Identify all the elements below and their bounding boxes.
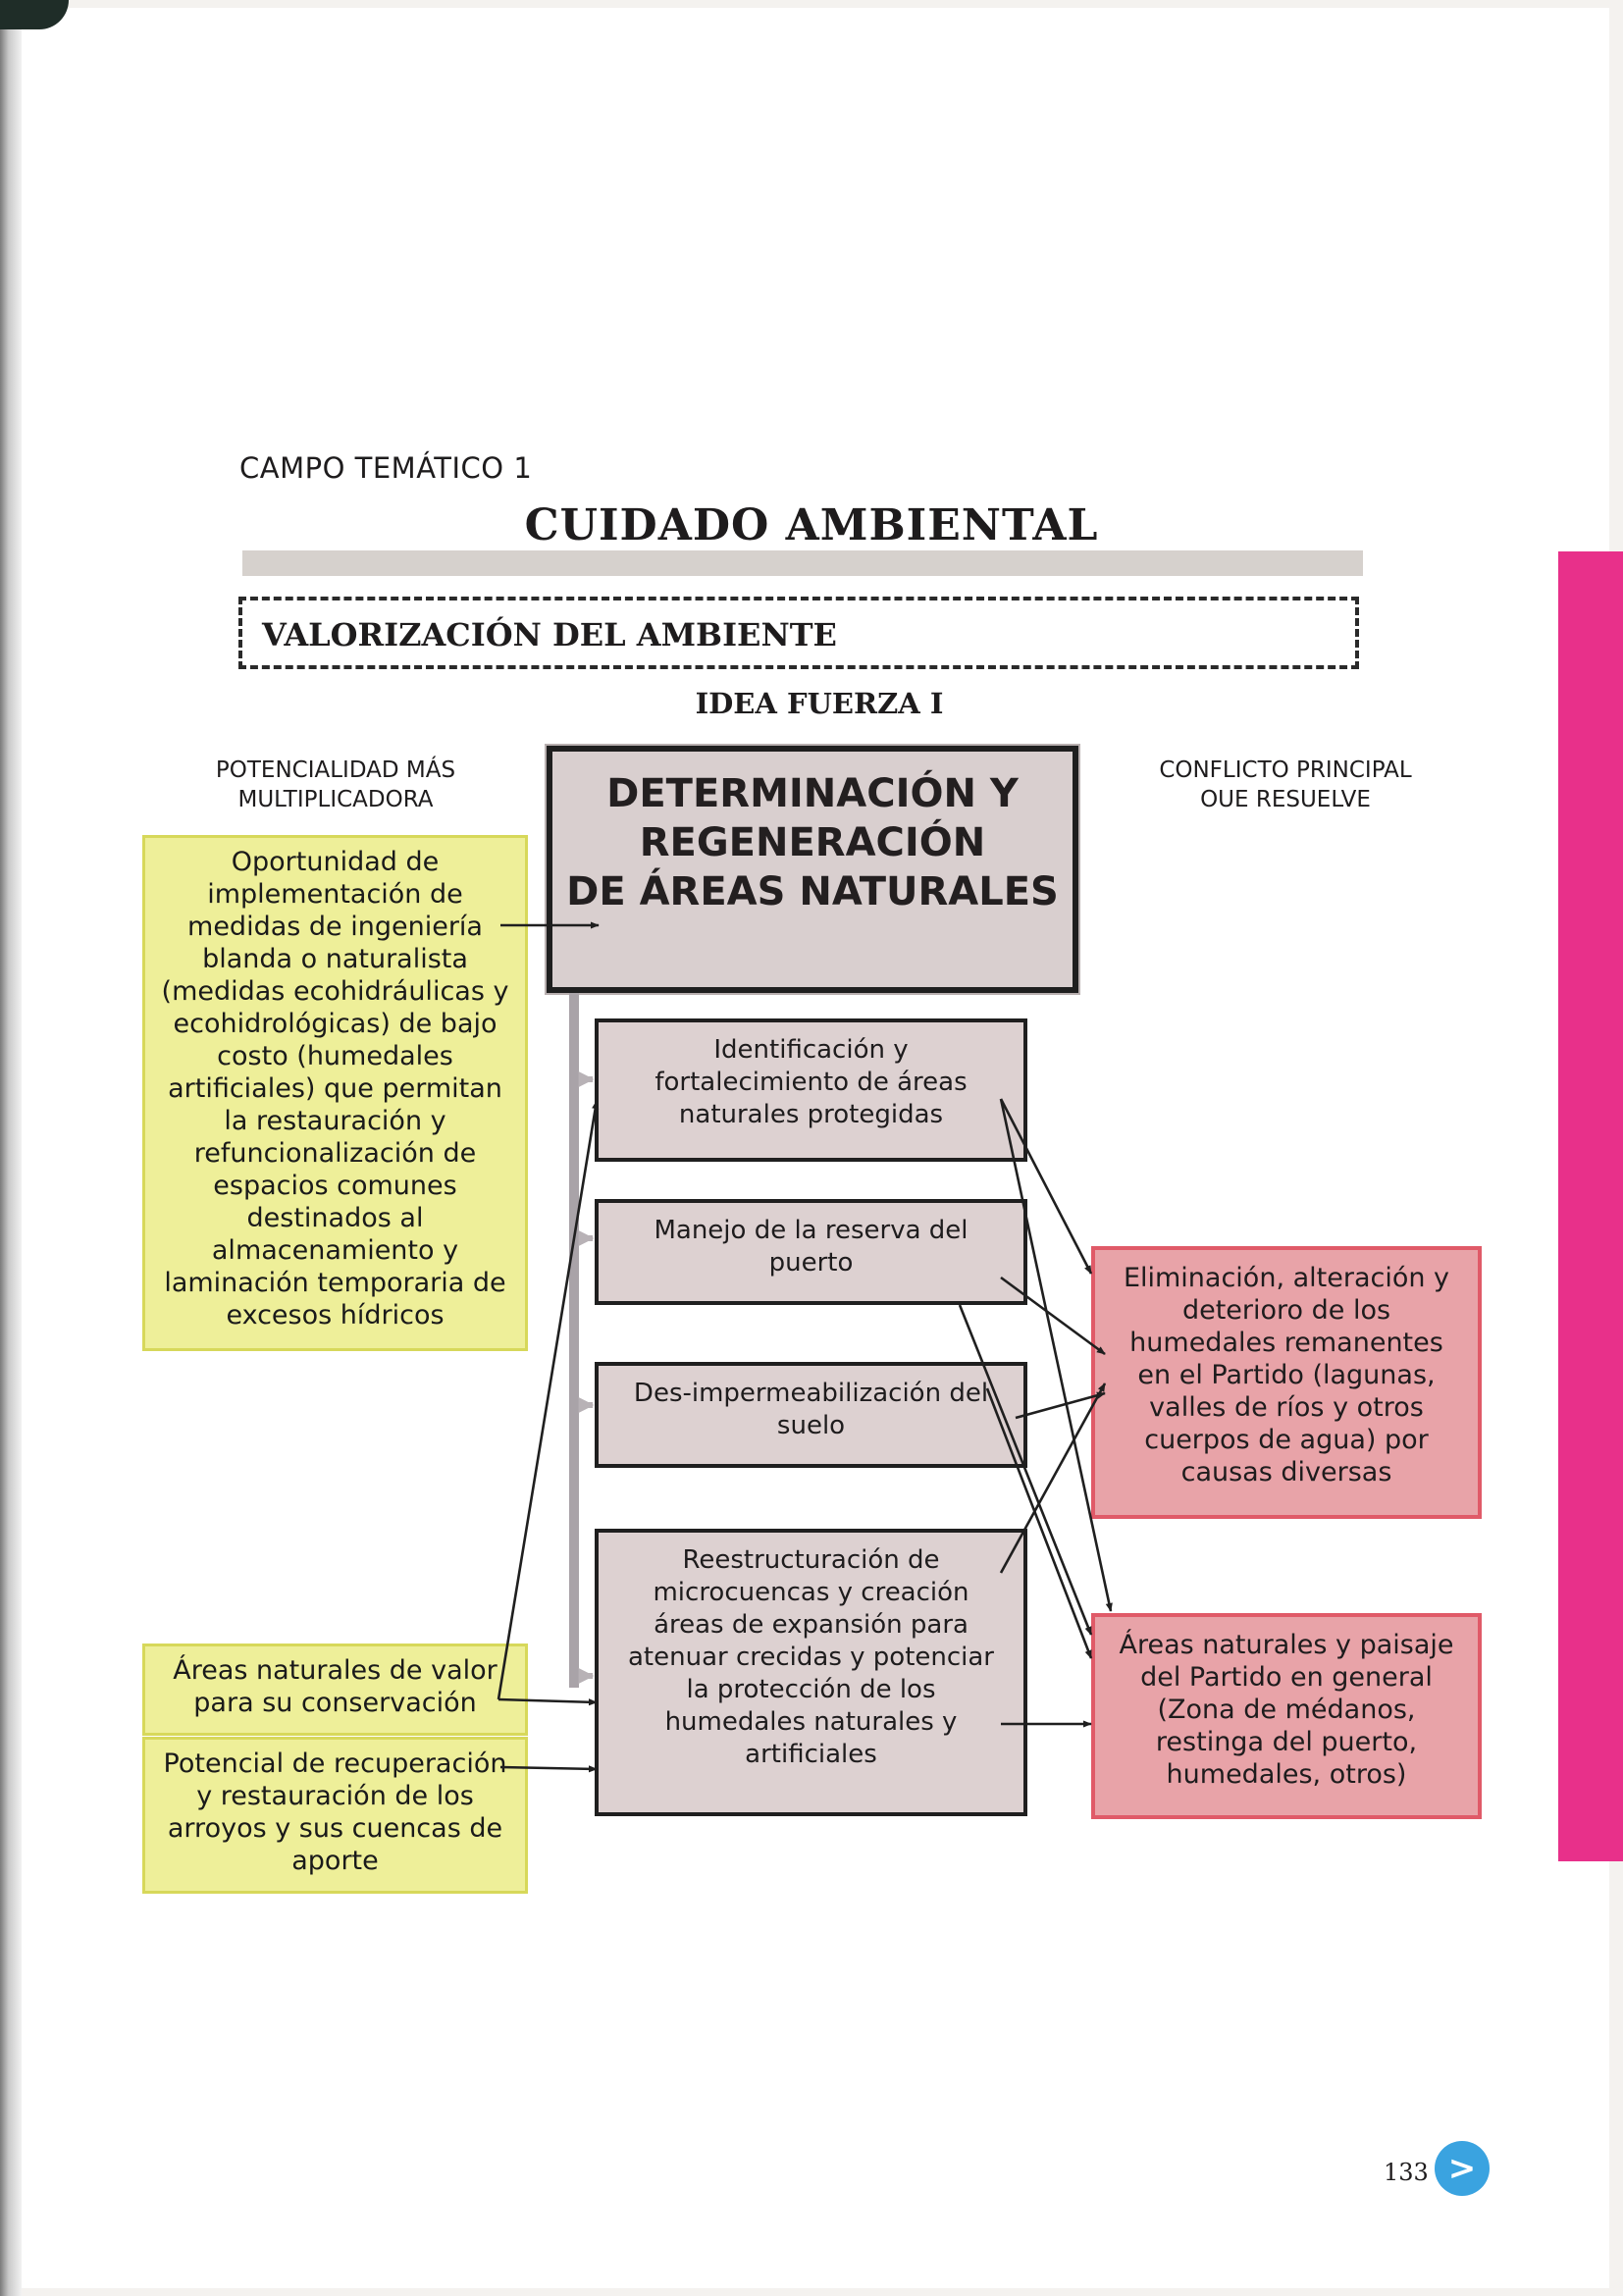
- chevron-right-icon: >: [1447, 2149, 1477, 2188]
- potential-line: artificiales) que permitan: [168, 1073, 502, 1104]
- section-heading: VALORIZACIÓN DEL AMBIENTE: [262, 616, 837, 653]
- potential-line: blanda o naturalista: [202, 944, 468, 974]
- potential-line: Áreas naturales de valor: [173, 1655, 497, 1686]
- action-line: humedales naturales y: [664, 1707, 958, 1737]
- left-column-label-line: MULTIPLICADORA: [237, 787, 434, 812]
- right-column-label-line: OUE RESUELVE: [1200, 787, 1371, 812]
- action-line: Des-impermeabilización del: [633, 1379, 989, 1408]
- action-line: atenuar crecidas y potenciar: [627, 1643, 994, 1672]
- potential-line: aporte: [291, 1846, 379, 1876]
- central-idea-line: DETERMINACIÓN Y: [606, 771, 1019, 816]
- arrow: [1001, 1099, 1111, 1611]
- potential-line: (medidas ecohidráulicas y: [161, 976, 509, 1007]
- left-column-label-line: POTENCIALIDAD MÁS: [215, 757, 456, 783]
- right-column-label-line: CONFLICTO PRINCIPAL: [1159, 757, 1412, 783]
- action-line: suelo: [776, 1411, 846, 1440]
- potential-line: laminación temporaria de: [164, 1268, 506, 1298]
- conflict-line: causas diversas: [1180, 1457, 1392, 1487]
- arrow: [500, 1767, 597, 1769]
- potential-line: costo (humedales: [217, 1041, 453, 1071]
- conflict-line: del Partido en general: [1140, 1662, 1433, 1693]
- conflict-line: (Zona de médanos,: [1157, 1695, 1416, 1725]
- potential-line: la restauración y: [224, 1106, 446, 1136]
- potential-line: medidas de ingeniería: [187, 912, 483, 942]
- arrow: [498, 1699, 597, 1702]
- conflict-line: valles de ríos y otros: [1149, 1392, 1424, 1423]
- arrow: [1001, 1383, 1105, 1573]
- arrow: [960, 1305, 1091, 1635]
- conflict-line: en el Partido (lagunas,: [1137, 1360, 1436, 1390]
- potential-line: destinados al: [246, 1203, 424, 1233]
- potential-line: ecohidrológicas) de bajo: [173, 1009, 497, 1039]
- action-line: fortalecimiento de áreas: [654, 1068, 968, 1097]
- action-line: puerto: [768, 1248, 854, 1278]
- page-title: CUIDADO AMBIENTAL: [524, 500, 1099, 550]
- potential-line: Oportunidad de: [231, 847, 440, 877]
- action-line: la protección de los: [686, 1675, 936, 1704]
- conflict-line: restinga del puerto,: [1155, 1727, 1418, 1757]
- action-line: áreas de expansión para: [654, 1610, 969, 1640]
- conflict-line: Áreas naturales y paisaje: [1119, 1630, 1454, 1660]
- conflict-line: humedales, otros): [1166, 1759, 1407, 1790]
- potential-line: excesos hídricos: [226, 1300, 445, 1331]
- action-line: Manejo de la reserva del: [654, 1216, 969, 1245]
- arrow: [498, 1101, 597, 1699]
- idea-fuerza-label: IDEA FUERZA I: [695, 687, 944, 720]
- campo-tematico-label: CAMPO TEMÁTICO 1: [239, 451, 533, 485]
- central-idea-line: REGENERACIÓN: [639, 820, 986, 865]
- conflict-line: deterioro de los: [1181, 1295, 1391, 1326]
- potential-line: espacios comunes: [213, 1171, 457, 1201]
- potential-line: refuncionalización de: [193, 1138, 477, 1169]
- action-line: naturales protegidas: [678, 1100, 944, 1129]
- conflict-line: Eliminación, alteración y: [1123, 1263, 1450, 1293]
- action-line: artificiales: [745, 1740, 877, 1769]
- central-idea-line: DE ÁREAS NATURALES: [566, 869, 1059, 914]
- potential-line: para su conservación: [193, 1688, 477, 1718]
- potential-line: almacenamiento y: [211, 1235, 459, 1266]
- action-line: Reestructuración de: [682, 1545, 940, 1575]
- action-line: microcuencas y creación: [653, 1578, 969, 1607]
- arrow: [987, 1388, 1091, 1658]
- potential-line: Potencial de recuperación: [163, 1748, 507, 1779]
- potential-line: arroyos y sus cuencas de: [167, 1813, 503, 1844]
- page-number: 133: [1384, 2159, 1429, 2186]
- arrow: [1001, 1099, 1091, 1274]
- conflict-line: humedales remanentes: [1129, 1328, 1443, 1358]
- potential-line: y restauración de los: [196, 1781, 474, 1811]
- next-page-button[interactable]: [1435, 2141, 1490, 2196]
- conflict-line: cuerpos de agua) por: [1144, 1425, 1429, 1455]
- action-line: Identificación y: [713, 1035, 909, 1065]
- potential-line: implementación de: [207, 879, 463, 910]
